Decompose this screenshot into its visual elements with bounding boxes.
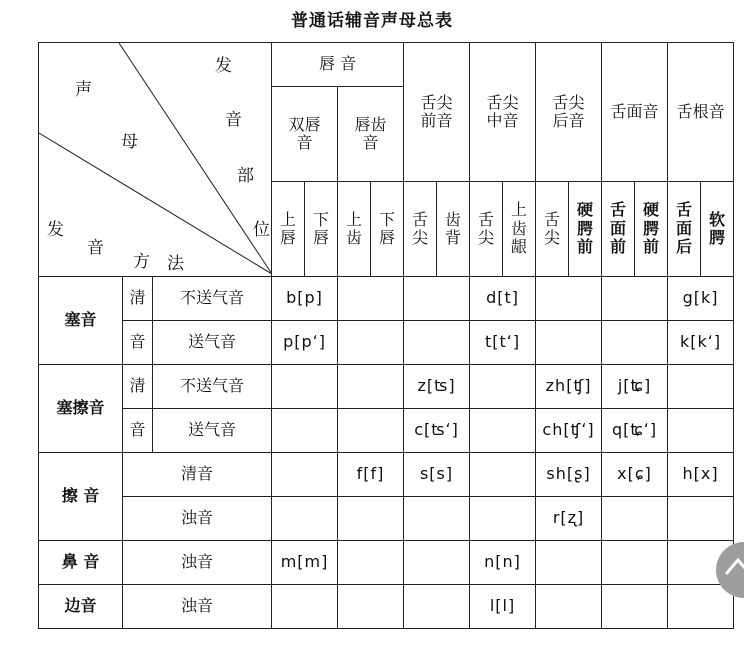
voicing-qing: 清 (123, 277, 153, 321)
group-shemian: 舌面音 (602, 43, 668, 182)
cell (338, 277, 404, 321)
voicing-qingyin: 清音 (123, 453, 272, 497)
cell-q: q[ʨʻ] (602, 409, 668, 453)
corner-header (39, 43, 272, 277)
corner-fang: 方 (133, 252, 150, 272)
corner-fa3: 法 (167, 254, 184, 274)
group-shejian-qian-label: 舌尖前音 (420, 92, 453, 130)
subgroup-shuangchun (272, 87, 338, 182)
articulator-label: 硬腭前 (577, 200, 594, 257)
cell (602, 585, 668, 629)
articulator-label: 舌面前 (610, 200, 627, 257)
voicing-zhuoyin: 浊音 (123, 497, 272, 541)
articulator-label: 舌尖 (478, 209, 495, 247)
manner-sai: 塞音 (39, 277, 123, 365)
voicing-zhuoyin: 浊音 (123, 585, 272, 629)
corner-yin2: 音 (87, 238, 104, 258)
articulator (470, 182, 503, 277)
cell (668, 365, 734, 409)
aspiration-songqi: 送气音 (153, 321, 272, 365)
articulator-label: 上齿 (346, 209, 363, 247)
articulator (602, 182, 635, 277)
corner-yin: 音 (225, 110, 242, 130)
cell-l: l[l] (470, 585, 536, 629)
cell (272, 453, 338, 497)
cell-d: d[t] (470, 277, 536, 321)
subgroup-chunchi (338, 87, 404, 182)
articulator (701, 182, 734, 277)
articulator-label: 上唇 (280, 209, 297, 247)
corner-fa2: 发 (47, 220, 64, 240)
group-shejian-qian (404, 43, 470, 182)
cell (602, 497, 668, 541)
aspiration-songqi: 送气音 (153, 409, 272, 453)
cell (272, 365, 338, 409)
cell (536, 541, 602, 585)
cell (470, 453, 536, 497)
subgroup-shuangchun-label: 双唇音 (288, 114, 321, 152)
cell (602, 321, 668, 365)
cell-j: j[ʨ] (602, 365, 668, 409)
cell (470, 365, 536, 409)
cell (470, 409, 536, 453)
cell-n: n[n] (470, 541, 536, 585)
cell-p: p[pʻ] (272, 321, 338, 365)
chevron-up-icon (724, 556, 744, 576)
articulator (437, 182, 470, 277)
cell-zh: zh[ʧ] (536, 365, 602, 409)
cell (536, 277, 602, 321)
cell-r: r[ʐ] (536, 497, 602, 541)
cell (404, 497, 470, 541)
corner-mu: 母 (121, 132, 138, 152)
cell (668, 585, 734, 629)
articulator (569, 182, 602, 277)
cell (338, 365, 404, 409)
aspiration-busongqi: 不送气音 (153, 365, 272, 409)
manner-saica: 塞擦音 (39, 365, 123, 453)
articulator (305, 182, 338, 277)
cell-t: t[tʻ] (470, 321, 536, 365)
group-shejian-hou-label: 舌尖后音 (552, 92, 585, 130)
cell (338, 541, 404, 585)
cell-g: g[k] (668, 277, 734, 321)
cell (470, 497, 536, 541)
articulator-label: 舌面后 (676, 200, 693, 257)
group-shegen: 舌根音 (668, 43, 734, 182)
cell (404, 541, 470, 585)
articulator (404, 182, 437, 277)
cell-f: f[f] (338, 453, 404, 497)
cell-ch: ch[ʧʻ] (536, 409, 602, 453)
cell (404, 585, 470, 629)
group-shejian-zhong-label: 舌尖中音 (486, 92, 519, 130)
cell-x: x[ɕ] (602, 453, 668, 497)
cell-z: z[ʦ] (404, 365, 470, 409)
articulator (503, 182, 536, 277)
cell-m: m[m] (272, 541, 338, 585)
articulator (635, 182, 668, 277)
cell-h: h[x] (668, 453, 734, 497)
cell-b: b[p] (272, 277, 338, 321)
subgroup-chunchi-label: 唇齿音 (354, 114, 387, 152)
articulator-label: 舌尖 (544, 209, 561, 247)
articulator (536, 182, 569, 277)
cell-s: s[s] (404, 453, 470, 497)
diagonal-lines (39, 43, 272, 274)
cell-k: k[kʻ] (668, 321, 734, 365)
corner-bu: 部 (237, 166, 254, 186)
page-title: 普通话辅音声母总表 (291, 11, 453, 31)
manner-bian: 边音 (39, 585, 123, 629)
cell (338, 409, 404, 453)
voicing-zhuoyin: 浊音 (123, 541, 272, 585)
group-shejian-zhong (470, 43, 536, 182)
cell (404, 277, 470, 321)
articulator (668, 182, 701, 277)
cell (338, 585, 404, 629)
articulator (371, 182, 404, 277)
cell (404, 321, 470, 365)
corner-fa: 发 (215, 56, 232, 76)
cell (272, 497, 338, 541)
articulator-label: 上齿龈 (511, 200, 528, 257)
cell (536, 321, 602, 365)
manner-bi: 鼻 音 (39, 541, 123, 585)
voicing-qing: 清 (123, 365, 153, 409)
cell (272, 585, 338, 629)
cell (668, 497, 734, 541)
cell (272, 409, 338, 453)
manner-ca: 擦 音 (39, 453, 123, 541)
group-chun-yin: 唇 音 (272, 43, 404, 87)
articulator-label: 硬腭前 (643, 200, 660, 257)
cell (668, 409, 734, 453)
articulator (272, 182, 305, 277)
articulator-label: 软腭 (709, 209, 726, 247)
voicing-yin: 音 (123, 321, 153, 365)
cell-sh: sh[ʂ] (536, 453, 602, 497)
cell (338, 497, 404, 541)
articulator-label: 舌尖 (412, 209, 429, 247)
cell (602, 277, 668, 321)
group-shejian-hou (536, 43, 602, 182)
aspiration-busongqi: 不送气音 (153, 277, 272, 321)
articulator-label: 齿背 (445, 209, 462, 247)
articulator-label: 下唇 (379, 209, 396, 247)
voicing-yin: 音 (123, 409, 153, 453)
corner-wei: 位 (253, 220, 270, 240)
corner-sheng: 声 (75, 80, 92, 100)
cell (536, 585, 602, 629)
articulator-label: 下唇 (313, 209, 330, 247)
cell (338, 321, 404, 365)
consonant-table (38, 42, 734, 629)
cell (602, 541, 668, 585)
articulator (338, 182, 371, 277)
cell-c: c[ʦʻ] (404, 409, 470, 453)
